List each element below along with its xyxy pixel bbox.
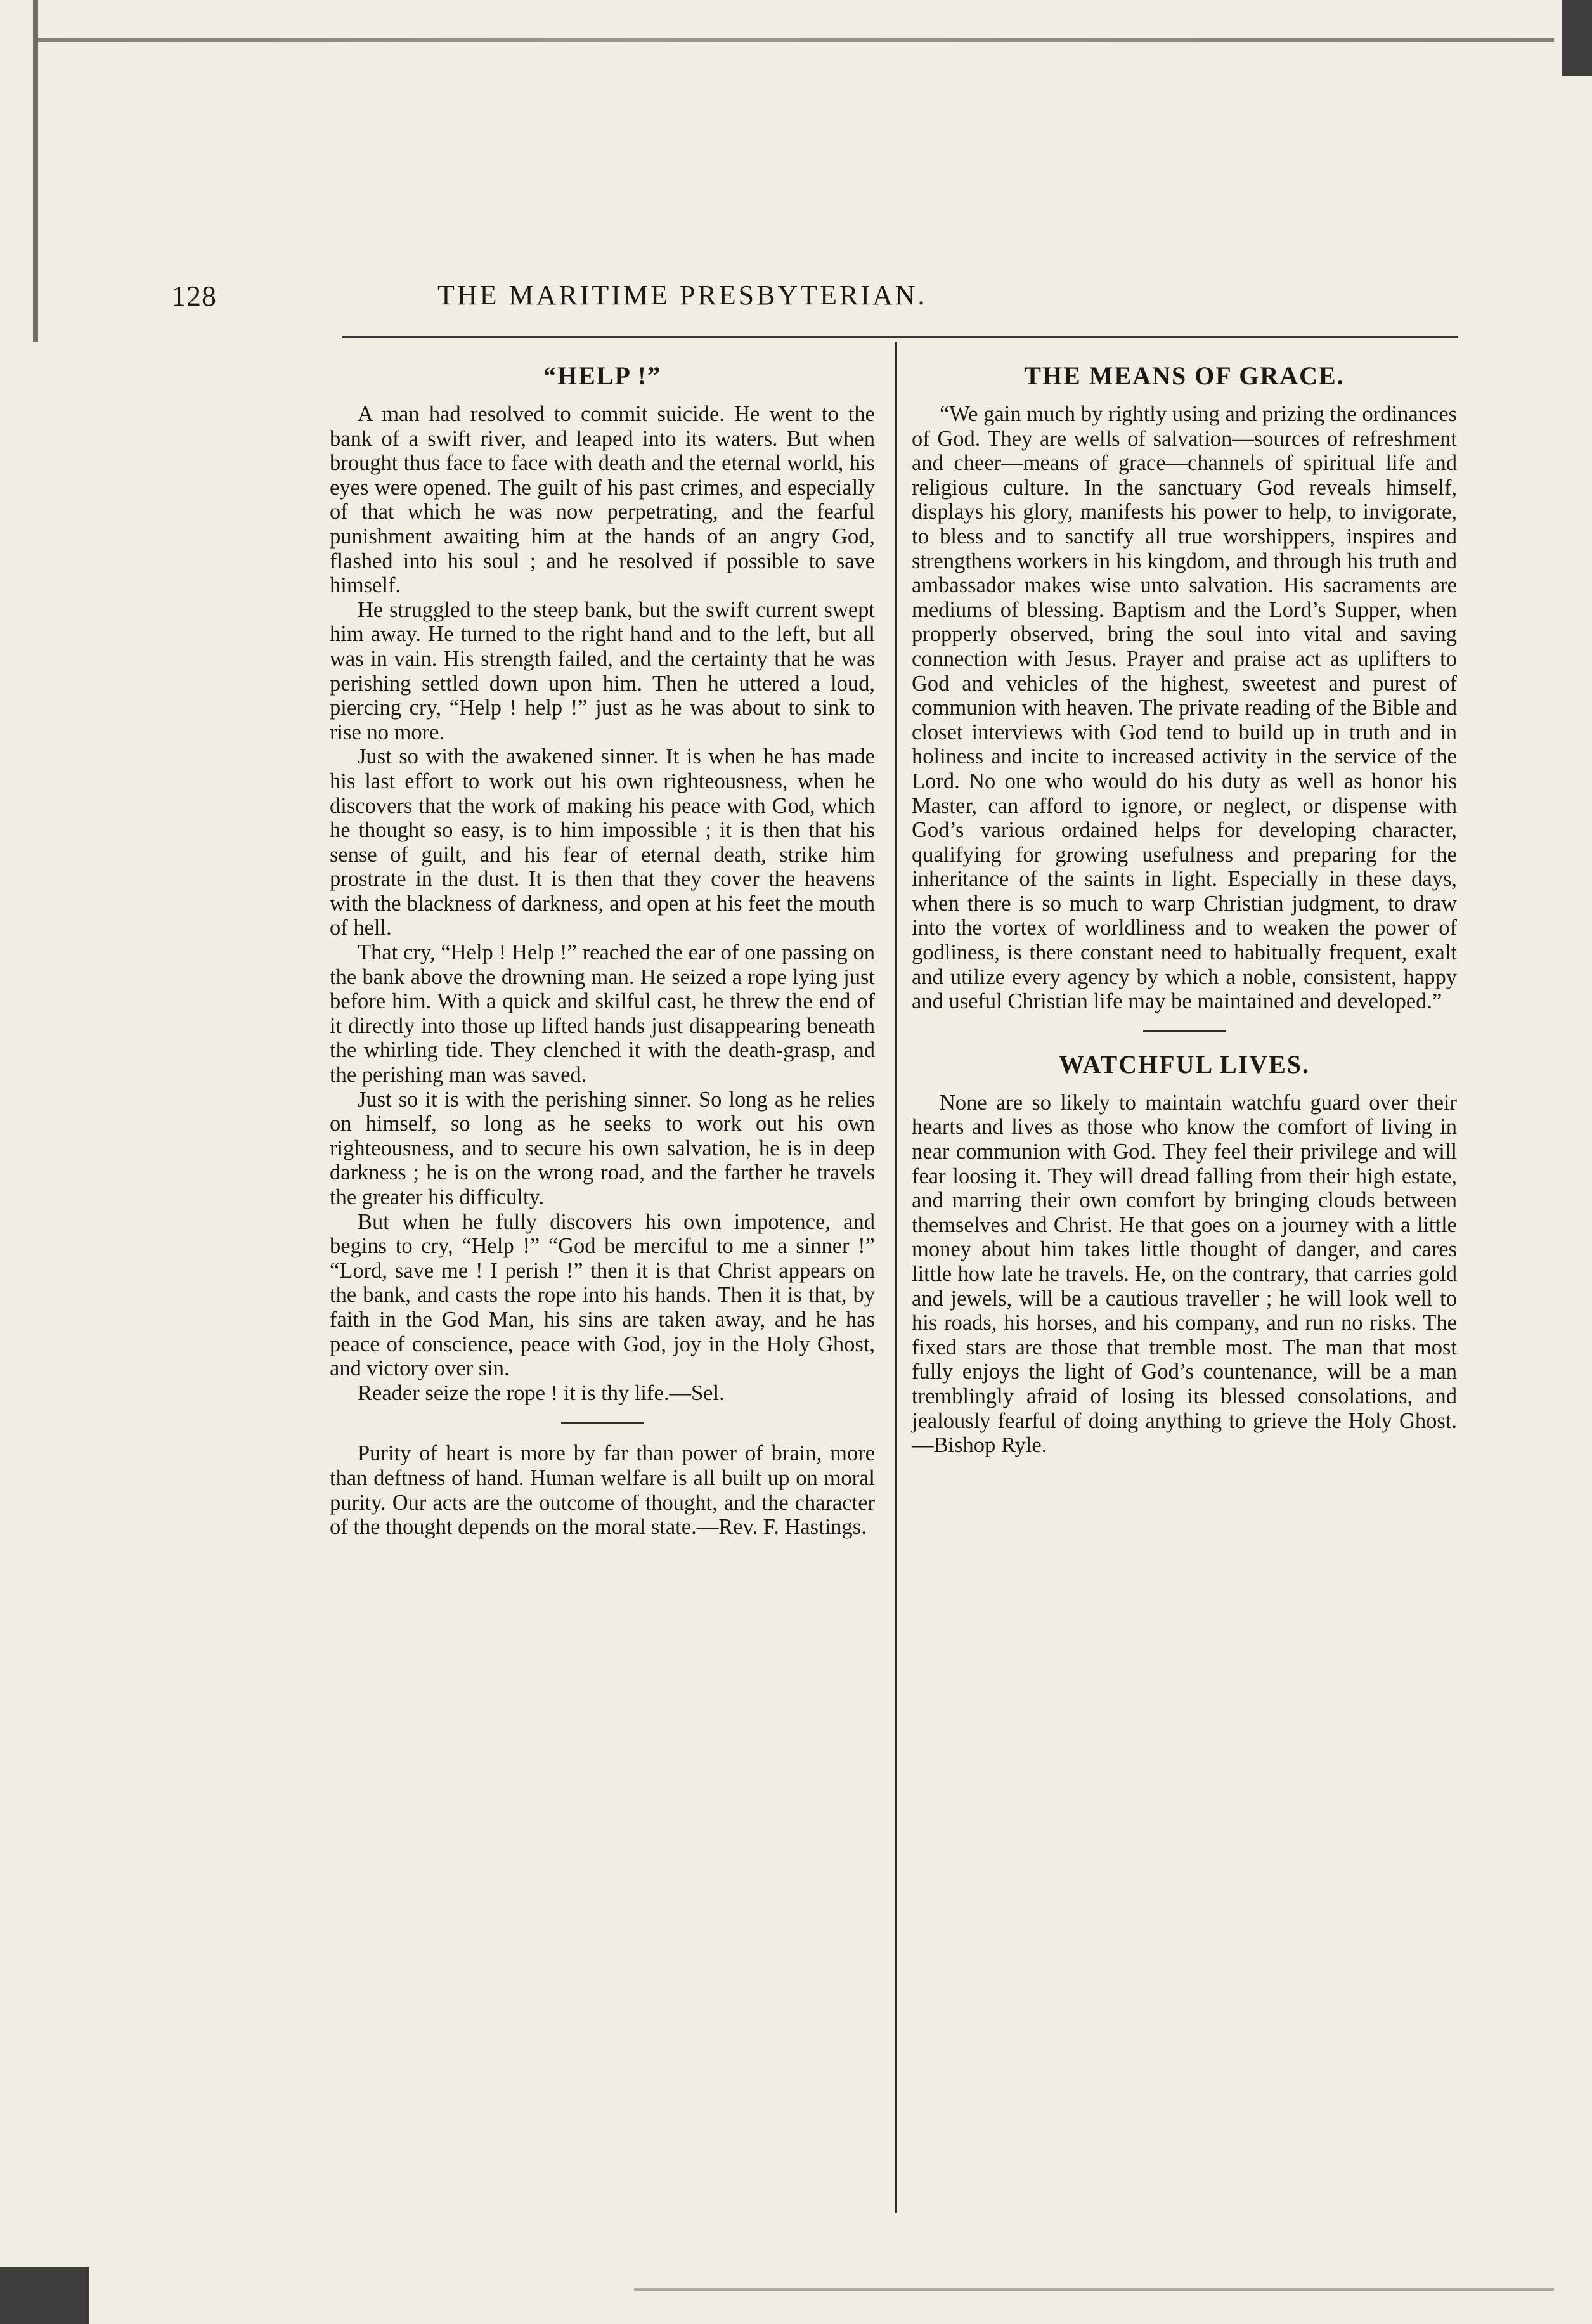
paragraph: Just so it is with the perishing sinner. So long as he relies on himself, so long as he seeks to work out his own righteousness, and to secure his own salvation, he is in deep darkness ; he is on the wrong road, and the farther he travels the greater his difficulty. <box>330 1087 875 1209</box>
page-right-edge <box>1562 0 1592 76</box>
article-title: THE MEANS OF GRACE. <box>1024 361 1345 390</box>
paragraph: That cry, “Help ! Help !” reached the ear of one passing on the bank above the drowning man. He seized a rope lying just before him. With a quick and skilful cast, he threw the end of it directly into those up lifted hands just disappearing beneath the whirling tide. They clenched it with the death-grasp, and the perishing man was saved. <box>330 940 875 1087</box>
paragraph: Purity of heart is more by far than power of brain, more than deftness of hand. Human welfare is all built up on moral purity. Our acts are the outcome of thought, and the character of the thought depends on the moral state.—Rev. F. Hastings. <box>330 1441 875 1540</box>
page-bottom-edge <box>634 2288 1554 2291</box>
paragraph: A man had resolved to commit suicide. He went to the bank of a swift river, and leaped into its waters. But when brought thus face to face with death and the eternal world, his eyes were opened. The guilt of his past crimes, and especially of that which he was now perpetrating, and the fearful punishment awaiting him at the hands of an angry God, flashed into his soul ; and he resolved if possible to save himself. <box>330 402 875 598</box>
paragraph: But when he fully discovers his own impotence, and begins to cry, “Help !” “God be merciful to me a sinner !” “Lord, save me ! I perish !” then it is that Christ appears on the bank, and casts the rope into his hands. Then it is that, by faith in the God Man, his sins are taken away, and he has peace of conscience, peace with God, joy in the Holy Ghost, and victory over sin. <box>330 1209 875 1381</box>
paragraph: Reader seize the rope ! it is thy life.—Sel. <box>358 1380 725 1405</box>
running-title: THE MARITIME PRESBYTERIAN. <box>437 280 928 311</box>
page-left-edge <box>33 0 38 342</box>
article-watchful-lives <box>912 1050 1457 1458</box>
page-number: 128 <box>171 280 217 312</box>
corner-mark <box>0 2267 89 2324</box>
article-title: WATCHFUL LIVES. <box>1058 1049 1310 1079</box>
section-separator <box>561 1422 644 1424</box>
page-top-edge <box>38 38 1554 42</box>
section-separator <box>1143 1030 1226 1032</box>
paragraph: None are so likely to maintain watchfu guard over their hearts and lives as those who know the comfort of living in near communion with God. They feel their privilege and will fear loosing it. They will dread falling from their high estate, and marring their own comfort by bringing clouds between themselves and Christ. He that goes on a journey with a little money about him takes little thought of danger, and cares little how late he travels. He, on the contrary, that carries gold and jewels, will be a cautious traveller ; he will look well to his roads, his horses, and his company, and run no risks. The fixed stars are those that tremble most. The man that most fully enjoys the light of God’s countenance, will be a man tremblingly afraid of losing its blessed consolations, and jealously fearful of doing anything to grieve the Holy Ghost.—Bishop Ryle. <box>912 1090 1457 1458</box>
article-title: “HELP !” <box>543 361 662 390</box>
paragraph: Just so with the awakened sinner. It is when he has made his last effort to work out his own righteousness, when he discovers that the work of making his peace with God, which he thought so easy, is to him impossible ; it is then that his sense of guilt, and his fear of eternal death, strike him prostrate in the dust. It is then that they cover the heavens with the blackness of darkness, and open at his feet the mouth of hell. <box>330 744 875 940</box>
article-means-of-grace <box>912 361 1457 1014</box>
article-purity <box>330 1441 875 1539</box>
paragraph: He struggled to the steep bank, but the swift current swept him away. He turned to the right hand and to the left, but all was in vain. His strength failed, and the certainty that he was perishing settled down upon him. Then he uttered a loud, piercing cry, “Help ! help !” just as he was about to sink to rise no more. <box>330 597 875 744</box>
page-header <box>171 279 1408 330</box>
header-rule <box>342 336 1458 338</box>
column-divider <box>895 342 897 2213</box>
article-help <box>330 361 875 1405</box>
left-column <box>330 361 875 1540</box>
paragraph: “We gain much by rightly using and prizing the ordinances of God. They are wells of salvation—sources of refreshment and cheer—means of grace—channels of spiritual life and religious culture. In the sanctuary God reveals himself, displays his glory, manifests his power to help, to invigorate, to bless and to sanctify all true worshippers, inspires and strengthens workers in his kingdom, and through his truth and ambassador makes wise unto salvation. His sacraments are mediums of blessing. Baptism and the Lord’s Supper, when propperly observed, bring the soul into vital and saving connection with Jesus. Prayer and praise act as uplifters to God and vehicles of the highest, sweetest and purest of communion with heaven. The private reading of the Bible and closet interviews with God tend to build up in truth and in holiness and incite to increased activity in the service of the Lord. No one who would do his duty as well as honor his Master, can afford to ignore, or neglect, or dispense with God’s various ordained helps for developing character, qualifying for growing usefulness and preparing for the inheritance of the saints in light. Especially in these days, when there is so much to warp Christian judgment, to draw into the vortex of worldliness and to weaken the power of godliness, is there constant need to habitually frequent, exalt and utilize every agency by which a noble, consistent, happy and useful Christian life may be maintained and developed.” <box>912 402 1457 1014</box>
right-column <box>912 361 1457 1458</box>
